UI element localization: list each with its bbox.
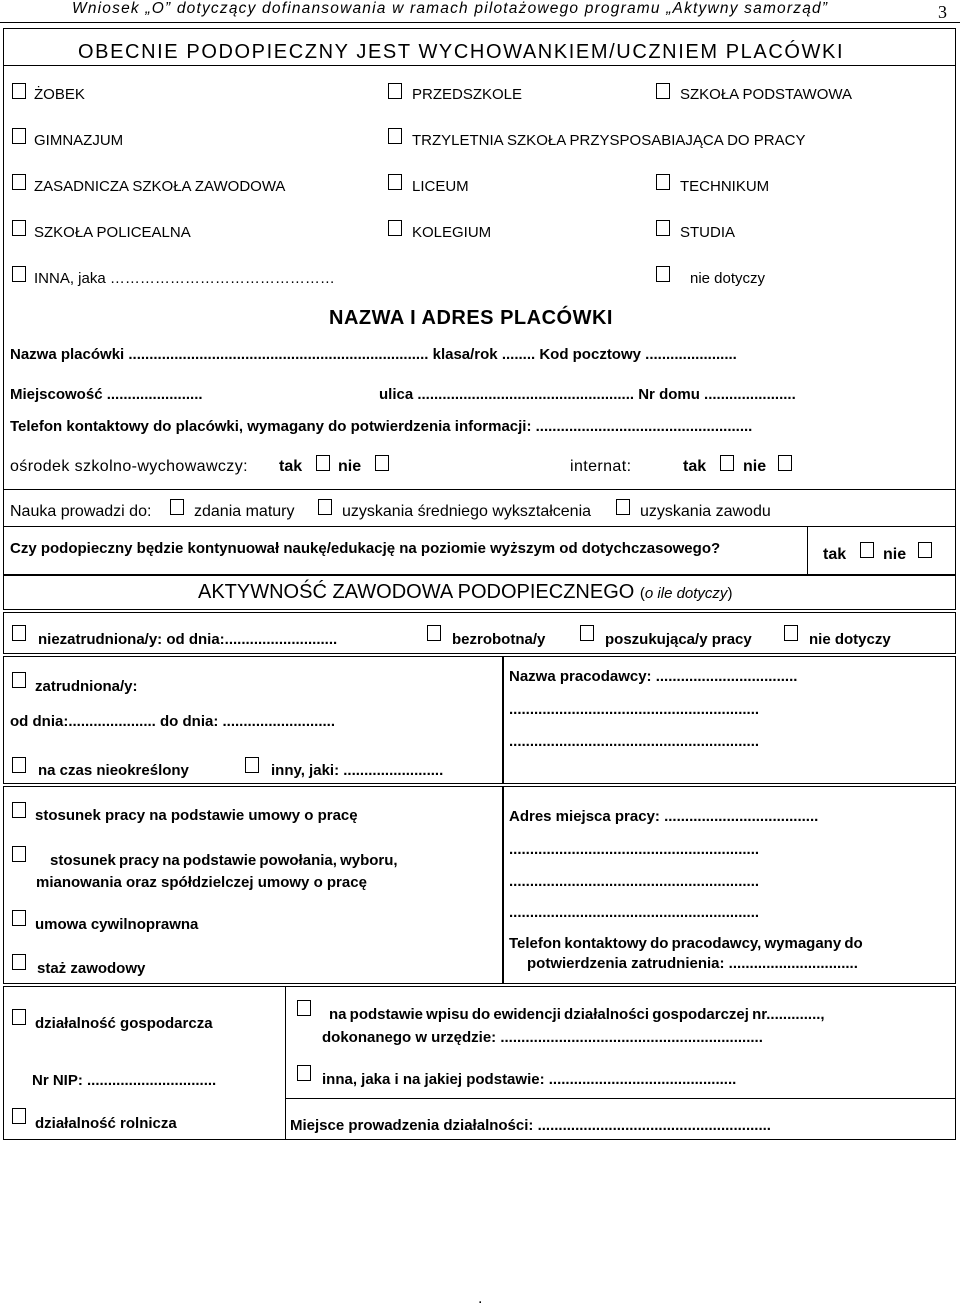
kolegium-label: KOLEGIUM [412, 224, 492, 241]
nie-dotyczy-label: nie dotyczy [690, 270, 766, 287]
inny-okres-field[interactable]: inny, jaki: ........................ [271, 762, 444, 779]
internat-label: internat: [570, 458, 632, 475]
srednie-label: uzyskania średniego wykształcenia [342, 503, 592, 520]
workplace-address-continuation[interactable]: ............................................................ [509, 873, 760, 890]
matury-label: zdania matury [194, 503, 295, 520]
employer-name-continuation[interactable]: ............................................................ [509, 701, 760, 718]
podstawowa-label: SZKOŁA PODSTAWOWA [680, 86, 852, 103]
miejsce-dzialalnosci-field[interactable]: Miejsce prowadzenia działalności: ........................................................ [290, 1117, 771, 1134]
kontynuacja-tak-checkbox[interactable] [860, 542, 874, 558]
liceum-label: LICEUM [412, 178, 469, 195]
policealna-checkbox[interactable] [12, 220, 26, 236]
divider [285, 1098, 956, 1099]
kolegium-checkbox[interactable] [388, 220, 402, 236]
trzyletnia-checkbox[interactable] [388, 128, 402, 144]
divider [807, 526, 808, 575]
inna-podstawa-field[interactable]: inna, jaka i na jakiej podstawie: ............................................. [322, 1071, 737, 1088]
phone-field[interactable]: Telefon kontaktowy do placówki, wymagany do potwierdzenia informacji: .................................................... [10, 418, 753, 435]
powolanie-label-line1: stosunek pracy na podstawie powołania, wyboru, [50, 852, 398, 869]
cywilnoprawna-checkbox[interactable] [12, 910, 26, 926]
divider [285, 986, 286, 1140]
bezrobotna-label: bezrobotna/y [452, 631, 546, 648]
employment-dates-field[interactable]: od dnia:..................... do dnia: ........................... [10, 713, 336, 730]
divider [3, 65, 956, 66]
activity-heading-text: AKTYWNOŚĆ ZAWODOWA PODOPIECZNEGO [198, 581, 635, 603]
internat-tak-checkbox[interactable] [720, 455, 734, 471]
staz-checkbox[interactable] [12, 954, 26, 970]
internat-nie-checkbox[interactable] [778, 455, 792, 471]
osrodek-nie-checkbox[interactable] [375, 455, 389, 471]
gimnazjum-label: GIMNAZJUM [34, 132, 124, 149]
przedszkole-label: PRZEDSZKOLE [412, 86, 523, 103]
workplace-address-continuation[interactable]: ............................................................ [509, 904, 760, 921]
liceum-checkbox[interactable] [388, 174, 402, 190]
staz-label: staż zawodowy [37, 960, 146, 977]
dzialalnosc-roln-checkbox[interactable] [12, 1108, 26, 1124]
kontynuacja-nie-checkbox[interactable] [918, 542, 932, 558]
nauka-label: Nauka prowadzi do: [10, 503, 152, 520]
nieokreslony-checkbox[interactable] [12, 757, 26, 773]
address-heading: NAZWA I ADRES PLACÓWKI [329, 307, 613, 329]
powolanie-checkbox[interactable] [12, 846, 26, 862]
technikum-label: TECHNIKUM [680, 178, 770, 195]
umowa-prace-checkbox[interactable] [12, 802, 26, 818]
wpis-label-line1: na podstawie wpisu do ewidencji działalności gospodarczej nr............., [329, 1006, 825, 1023]
employer-name-continuation[interactable]: ............................................................ [509, 733, 760, 750]
wpis-checkbox[interactable] [297, 1000, 311, 1016]
technikum-checkbox[interactable] [656, 174, 670, 190]
dzialalnosc-gosp-label: działalność gospodarcza [35, 1015, 213, 1032]
divider [3, 489, 956, 490]
osrodek-tak-checkbox[interactable] [316, 455, 330, 471]
cywilnoprawna-label: umowa cywilnoprawna [35, 916, 199, 933]
nie-dotyczy-checkbox[interactable] [656, 266, 670, 282]
studia-checkbox[interactable] [656, 220, 670, 236]
footer-mark: . [478, 1290, 483, 1307]
wpis-label-line2[interactable]: dokonanego w urzędzie: ............................................................... [322, 1029, 763, 1046]
niezatrudniona-label: niezatrudniona/y: od dnia:........................... [38, 631, 338, 648]
inna-podstawa-checkbox[interactable] [297, 1065, 311, 1081]
internat-nie-label: nie [743, 458, 767, 475]
podstawowa-checkbox[interactable] [656, 83, 670, 99]
zawodowa-label: ZASADNICZA SZKOŁA ZAWODOWA [34, 178, 286, 195]
trzyletnia-label: TRZYLETNIA SZKOŁA PRZYSPOSABIAJĄCA DO PRACY [412, 132, 806, 149]
workplace-address-continuation[interactable]: ............................................................ [509, 841, 760, 858]
zawodowa-checkbox[interactable] [12, 174, 26, 190]
przedszkole-checkbox[interactable] [388, 83, 402, 99]
address-line-name[interactable]: Nazwa placówki ........................................................................ klasa/rok ........ Kod pocztowy ...................... [10, 346, 737, 363]
inna-checkbox[interactable] [12, 266, 26, 282]
city-field[interactable]: Miejscowość ....................... [10, 386, 203, 403]
niezatrudniona-checkbox[interactable] [12, 625, 26, 641]
poszukujaca-label: poszukująca/y pracy [605, 631, 752, 648]
zawod-label: uzyskania zawodu [640, 503, 771, 520]
nieokreslony-label: na czas nieokreślony [38, 762, 189, 779]
srednie-checkbox[interactable] [318, 499, 332, 515]
document-header: Wniosek „O” dotyczący dofinansowania w ramach pilotażowego programu „Aktywny samorząd” [72, 0, 829, 17]
internat-tak-label: tak [683, 458, 707, 475]
zlobek-label: ŻOBEK [34, 86, 85, 103]
activity-nie-dotyczy-label: nie dotyczy [809, 631, 891, 648]
dzialalnosc-roln-label: działalność rolnicza [35, 1115, 177, 1132]
osrodek-nie-label: nie [338, 458, 362, 475]
zlobek-checkbox[interactable] [12, 83, 26, 99]
inny-okres-checkbox[interactable] [245, 757, 259, 773]
umowa-prace-label: stosunek pracy na podstawie umowy o pracę [35, 807, 358, 824]
matury-checkbox[interactable] [170, 499, 184, 515]
workplace-address-field[interactable]: Adres miejsca pracy: ..................................... [509, 808, 819, 825]
inna-label: INNA, jaka ……………………………………… [34, 270, 335, 287]
page-number: 3 [938, 2, 947, 22]
bezrobotna-checkbox[interactable] [427, 625, 441, 641]
poszukujaca-checkbox[interactable] [580, 625, 594, 641]
powolanie-label-line2: mianowania oraz spółdzielczej umowy o pracę [36, 874, 367, 891]
kontynuacja-question: Czy podopieczny będzie kontynuował naukę/edukację na poziomie wyższym od dotychczasowego? [10, 540, 721, 557]
kontynuacja-nie-label: nie [883, 546, 907, 563]
activity-heading-note: (o ile dotyczy) [639, 585, 733, 602]
studia-label: STUDIA [680, 224, 736, 241]
zawod-checkbox[interactable] [616, 499, 630, 515]
employer-phone-field[interactable]: potwierdzenia zatrudnienia: ............................... [527, 955, 858, 972]
employer-name-field[interactable]: Nazwa pracodawcy: .................................. [509, 668, 798, 685]
zatrudniona-checkbox[interactable] [12, 672, 26, 688]
header-rule [0, 22, 960, 23]
zatrudniona-label: zatrudniona/y: [35, 678, 138, 695]
activity-heading [198, 581, 732, 604]
divider [3, 526, 956, 527]
policealna-label: SZKOŁA POLICEALNA [34, 224, 191, 241]
osrodek-label: ośrodek szkolno-wychowawczy: [10, 458, 248, 475]
dzialalnosc-gosp-checkbox[interactable] [12, 1009, 26, 1025]
employer-phone-label: Telefon kontaktowy do pracodawcy, wymagany do [509, 935, 863, 952]
osrodek-tak-label: tak [279, 458, 303, 475]
institution-heading: OBECNIE PODOPIECZNY JEST WYCHOWANKIEM/UCZNIEM PLACÓWKI [78, 41, 845, 63]
nip-field[interactable]: Nr NIP: ............................... [32, 1072, 217, 1089]
activity-nie-dotyczy-checkbox[interactable] [784, 625, 798, 641]
institution-section [3, 28, 956, 575]
street-field[interactable]: ulica .................................................... Nr domu ...................... [379, 386, 796, 403]
gimnazjum-checkbox[interactable] [12, 128, 26, 144]
kontynuacja-tak-label: tak [823, 546, 847, 563]
